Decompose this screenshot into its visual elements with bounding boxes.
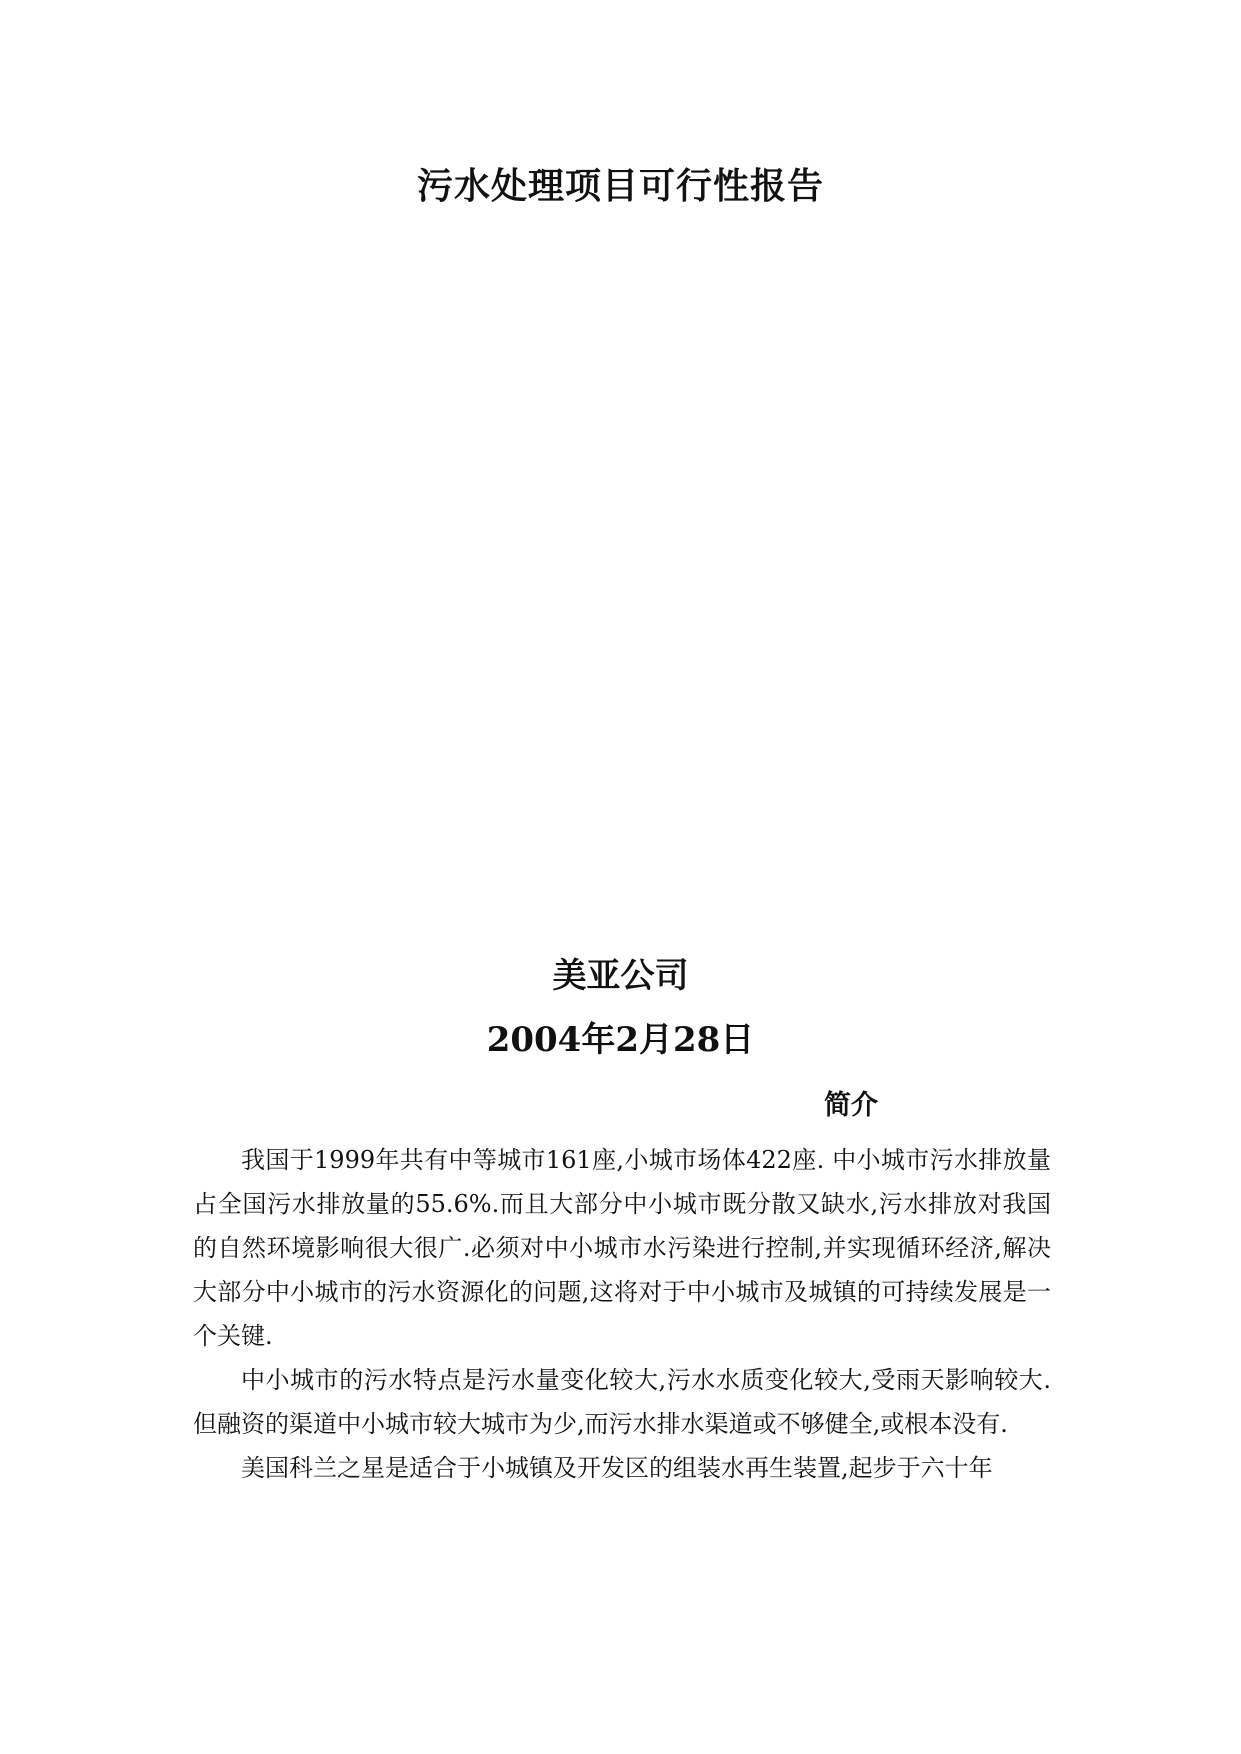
paragraph-2: 中小城市的污水特点是污水量变化较大,污水水质变化较大,受雨天影响较大.但融资的渠道中小城市较大城市为少,而污水排水渠道或不够健全,或根本没有. bbox=[193, 1366, 1051, 1438]
section-heading-introduction: 简介 bbox=[824, 1090, 878, 1121]
body-text bbox=[193, 1138, 1051, 1490]
report-date: 2004年2月28日 bbox=[486, 1020, 755, 1060]
paragraph-1: 我国于1999年共有中等城市161座,小城市场体422座. 中小城市污水排放量占全国污水排放量的55.6%.而且大部分中小城市既分散又缺水,污水排放对我国的自然环境影响很大很广.必须对中小城市水污染进行控制,并实现循环经济,解决大部分中小城市的污水资源化的问题,这将对于中小城市及城镇的可持续发展是一个关键. bbox=[193, 1146, 1051, 1350]
company-name: 美亚公司 bbox=[552, 956, 689, 996]
page-title: 污水处理项目可行性报告 bbox=[416, 165, 824, 207]
paragraph-3: 美国科兰之星是适合于小城镇及开发区的组装水再生装置,起步于六十年 bbox=[241, 1454, 993, 1482]
